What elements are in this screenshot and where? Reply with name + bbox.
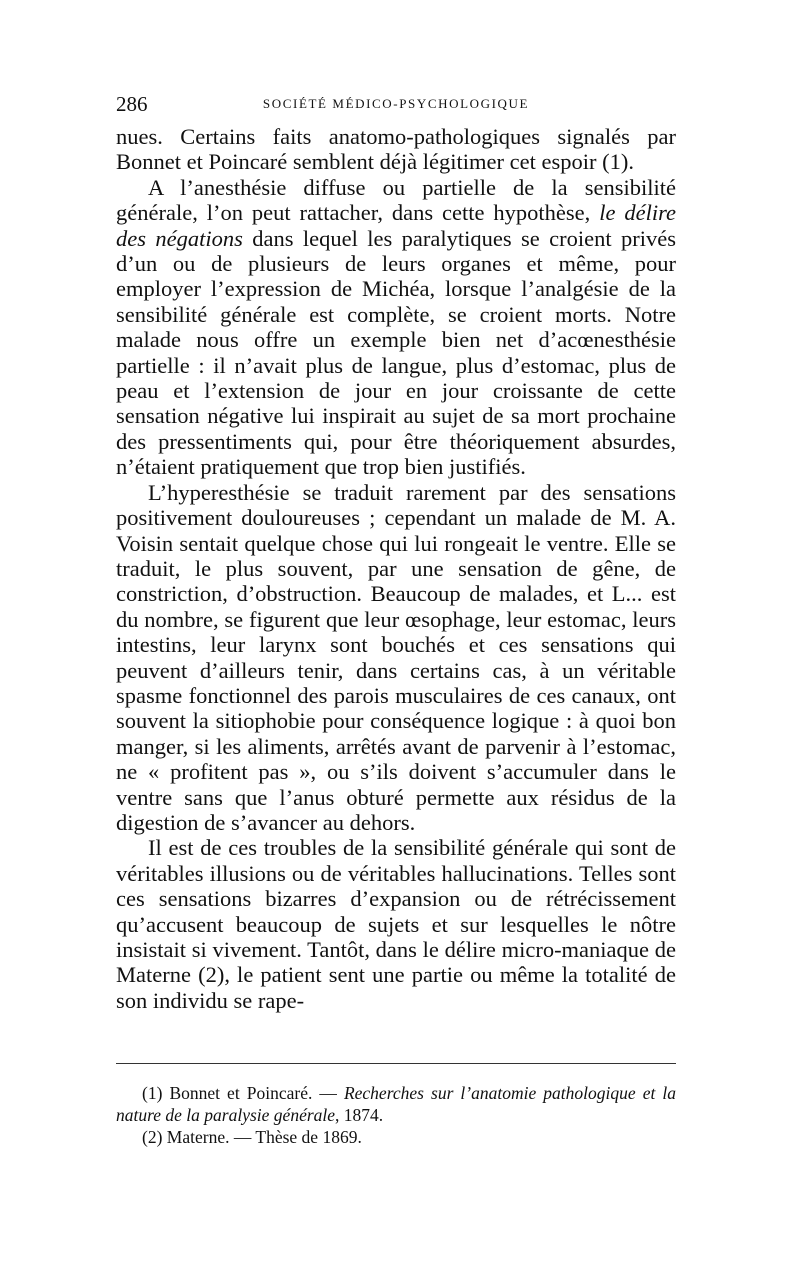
footnote-1-author: (1) Bonnet et Poincaré. — xyxy=(142,1083,344,1103)
paragraph-1: nues. Certains faits anatomo-pathologiques signalés par Bonnet et Poincaré semblent déjà légitimer cet espoir (1). xyxy=(116,124,676,175)
paragraph-2 xyxy=(116,175,676,480)
page-number: 286 xyxy=(116,92,148,116)
paragraph-3: L’hyperesthésie se traduit rarement par des sensations positivement douloureuses ; cependant un malade de M. A. Voisin sentait quelque chose qui lui rongeait le ventre. Elle se traduit, le plus souvent, par une sensation de gêne, de constriction, d’obstruction. Beaucoup de malades, et L... est du nombre, se figurent que leur œsophage, leur estomac, leurs intestins, leur larynx sont bouchés et ces sensations qui peuvent d’ailleurs tenir, dans certains cas, à un véritable spasme fonctionnel des parois musculaires de ces canaux, ont souvent la sitiophobie pour conséquence logique : à quoi bon manger, si les aliments, arrêtés avant de parvenir à l’estomac, ne « profitent pas », ou s’ils doivent s’accumuler dans le ventre sans que l’anus obturé permette aux résidus de la digestion de s’avancer au dehors. xyxy=(116,479,676,835)
running-title: SOCIÉTÉ MÉDICO-PSYCHOLOGIQUE xyxy=(262,96,530,111)
page-header xyxy=(116,92,676,122)
footnotes xyxy=(116,1082,676,1148)
footnote-1 xyxy=(116,1082,676,1126)
footnote-1-title: Recherches sur l’anatomie pathologique et la nature de la paralysie générale xyxy=(116,1083,676,1125)
paragraph-2-rest: dans lequel les paralytiques se croient privés d’un ou de plusieurs de leurs organes et même, pour employer l’expression de Michéa, lorsque l’analgésie de la sensibilité générale est complète, se croient morts. Notre malade nous offre un exemple bien net d’acœnesthésie partielle : il n’avait plus de langue, plus d’estomac, plus de peau et l’extension de jour en jour croissante de cette sensation négative lui inspirait au sujet de sa mort prochaine des pressentiments qui, pour être théoriquement absurdes, n’étaient pratiquement que trop bien justifiés. xyxy=(116,225,676,480)
footnote-divider xyxy=(116,1063,676,1064)
paragraph-4: Il est de ces troubles de la sensibilité générale qui sont de véritables illusions ou de véritables hallucinations. Telles sont ces sensations bizarres d’expansion ou de rétrécissement qu’accusent beaucoup de sujets et sur lesquelles le nôtre insistait si vivement. Tantôt, dans le délire micro-maniaque de Materne (2), le patient sent une partie ou même la totalité de son individu se rape- xyxy=(116,835,676,1013)
paragraph-2-start: A l’anesthésie diffuse ou partielle de la sensibilité générale, l’on peut rattacher, dans cette hypothèse, xyxy=(116,174,676,226)
footnote-2: (2) Materne. — Thèse de 1869. xyxy=(142,1127,362,1147)
delire-des-negations-term: le délire des négations xyxy=(116,200,677,251)
footnote-1-year: , 1874. xyxy=(335,1105,384,1125)
body-text xyxy=(116,124,676,1013)
